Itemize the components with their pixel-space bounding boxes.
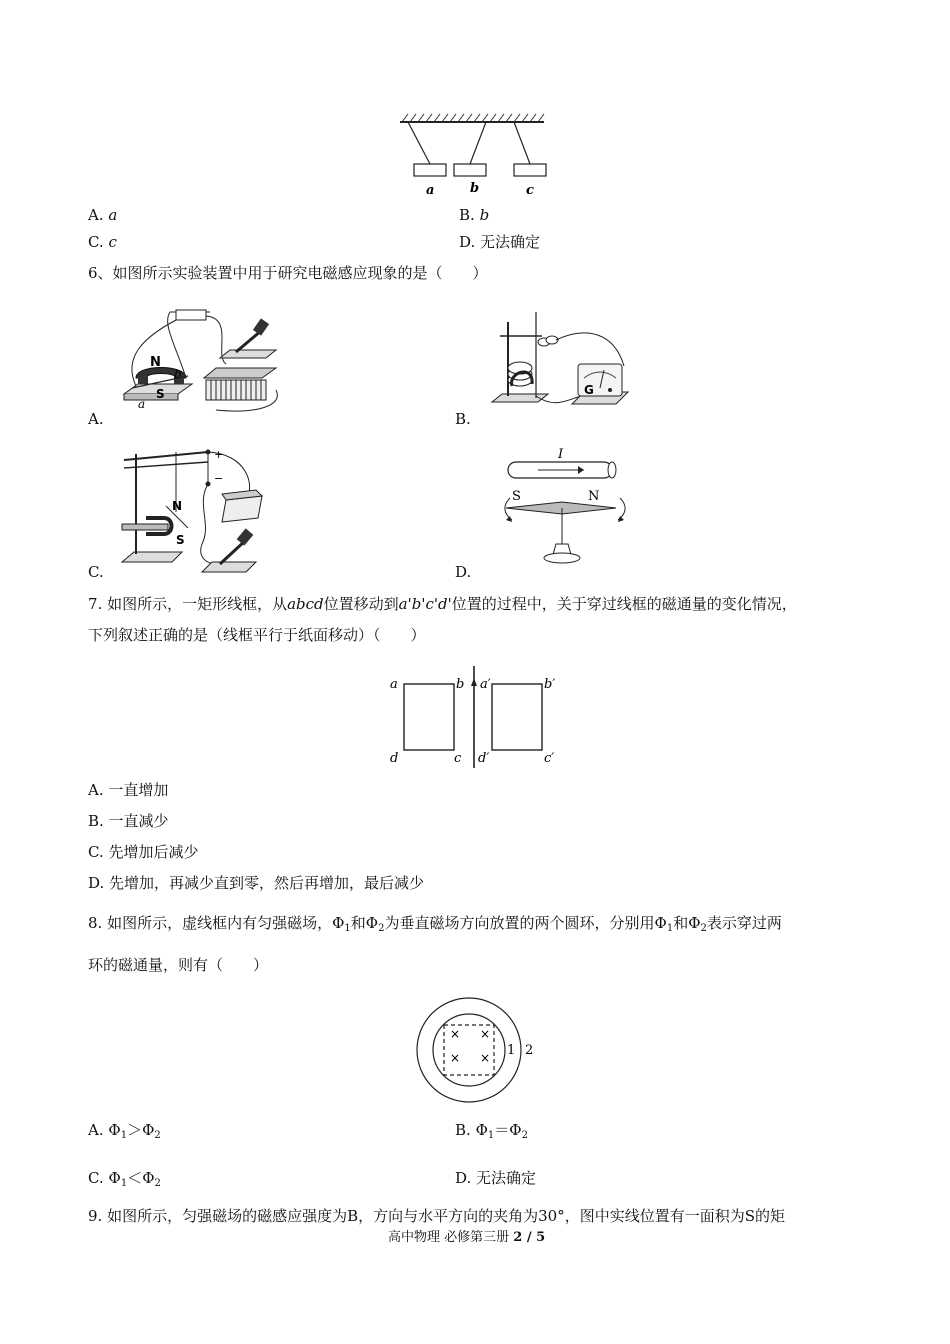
q5-option-c-text: c [108,233,117,251]
q8-sub: 1 [666,923,674,934]
q8-phi: Φ [688,914,701,932]
q7-fig-label-c-prime: c′ [544,751,555,766]
q6-a-label-s: S [156,387,165,401]
q7-option-d: D. 先增加，再减少直到零，然后再增加，最后减少 [88,874,425,892]
q8-stem-line1 [88,913,782,939]
q7-option-a: A. 一直增加 [88,781,169,799]
q8-phi: Φ [142,1169,155,1187]
q8-phi: Φ [332,914,345,932]
q6-a-label-b: b [174,367,182,381]
q8-and: 和 [350,914,366,932]
q7-stem-mid: 位置移动到 [323,595,399,613]
q8-sub: 1 [344,923,351,934]
q5-option-a-letter: A. [88,206,104,224]
q8-and: 和 [673,914,689,932]
q7-fig-label-a: a [390,677,398,692]
q8-sub: 1 [120,1130,128,1141]
q5-fig-label-c: c [526,183,534,198]
q6-figure-a [116,306,286,416]
q6-b-label-g: G [584,383,594,397]
q5-option-b-letter: B. [459,206,475,224]
q5-option-c [88,232,117,252]
q8-option-letter: C. [88,1169,104,1187]
q8-phi: Φ [475,1121,488,1139]
q8-option-b [455,1120,528,1146]
footer-page: 2 / 5 [513,1230,546,1245]
q8-phi: Φ [509,1121,522,1139]
q8-phi: Φ [365,914,379,932]
q6-option-d-letter: D. [455,563,472,581]
q6-a-label-a: a [138,397,146,411]
q8-field-x: × [450,1051,461,1065]
q7-fig-label-d: d [390,751,399,766]
q8-phi: Φ [142,1121,155,1139]
q8-rel: ＞ [127,1121,143,1139]
q7-stem-abcd: abcd [287,595,324,613]
q8-sub: 1 [120,1178,128,1189]
q8-field-x: × [480,1051,491,1065]
q8-figure [414,996,544,1104]
q5-fig-label-b: b [470,181,480,196]
q6-figure-d [498,442,638,572]
page-footer [388,1229,545,1247]
q5-option-b [459,205,489,225]
q5-fig-label-a: a [426,183,435,198]
q8-stem-line2: 环的磁通量，则有（ ） [88,956,269,974]
q8-field-x: × [480,1027,491,1041]
q6-option-b-letter: B. [455,410,471,428]
q6-c-label-plus: + [214,448,224,461]
q8-option-letter: A. [88,1121,104,1139]
q6-d-label-i: I [558,447,564,462]
q8-rel: ＜ [127,1169,143,1187]
q6-c-label-s: S [176,533,185,547]
q6-figure-c [116,444,276,580]
q5-option-a [88,205,117,225]
q6-d-label-n: N [588,489,600,504]
q8-option-d [455,1168,536,1188]
q5-option-b-text: b [479,206,490,224]
q6-option-a-letter: A. [88,410,104,428]
q6-figure-b [486,306,636,416]
q7-stem-line2: 下列叙述正确的是（线框平行于纸面移动）（ ） [88,626,426,644]
q8-phi: Φ [108,1121,121,1139]
q7-fig-label-a-prime: a′ [480,677,491,692]
q8-sub: 1 [487,1130,495,1141]
q8-option-c [88,1168,161,1194]
q8-sub: 2 [378,923,385,934]
q7-stem-line1 [88,594,797,614]
q7-figure [388,664,568,770]
q5-option-d [459,232,540,252]
q6-c-label-minus: − [214,472,224,485]
q8-sub: 2 [154,1130,161,1141]
q6-a-label-n: N [150,355,161,370]
q5-option-d-text: 无法确定 [480,233,541,251]
q8-option-d-text: 无法确定 [476,1169,537,1187]
q5-option-c-letter: C. [88,233,104,251]
q8-stem-prefix: 8. 如图所示，虚线框内有匀强磁场， [88,914,333,932]
q8-stem-suffix: 表示穿过两 [706,914,782,932]
q8-sub: 2 [700,923,707,934]
q8-option-letter: B. [455,1121,471,1139]
q7-fig-label-c: c [454,751,462,766]
q8-option-a [88,1120,161,1146]
q8-phi: Φ [108,1169,121,1187]
q6-c-label-n: N [172,499,183,513]
q8-rel: ＝ [494,1121,510,1139]
q7-stem-prime: a'b'c'd' [398,595,452,613]
q8-phi: Φ [654,914,667,932]
q7-stem-prefix: 7. 如图所示，一矩形线框，从 [88,595,288,613]
q7-fig-label-d-prime: d′ [478,751,490,766]
q7-fig-label-b: b [456,677,465,692]
q8-sub: 2 [521,1130,528,1141]
q7-option-b: B. 一直减少 [88,812,169,830]
q7-fig-label-b-prime: b′ [544,677,556,692]
q8-ring-label-2: 2 [525,1043,534,1058]
q9-stem: 9. 如图所示，匀强磁场的磁感应强度为B，方向与水平方向的夹角为30°，图中实线位置有一面积为S的矩 [88,1207,785,1225]
q8-option-letter: D. [455,1169,472,1187]
q8-field-x: × [450,1027,461,1041]
q8-sub: 2 [154,1178,161,1189]
q8-ring-label-1: 1 [507,1043,516,1058]
q6-option-c-letter: C. [88,563,104,581]
footer-text: 高中物理 必修第三册 [388,1230,510,1245]
q6-d-label-s: S [512,489,521,504]
q7-option-c: C. 先增加后减少 [88,843,199,861]
q6-stem: 6、如图所示实验装置中用于研究电磁感应现象的是（ ） [88,264,488,282]
q8-stem-mid: 为垂直磁场方向放置的两个圆环，分别用 [384,914,655,932]
q5-figure [392,112,552,200]
q5-option-d-letter: D. [459,233,476,251]
q7-stem-suffix: 位置的过程中，关于穿过线框的磁通量的变化情况， [451,595,797,613]
q5-option-a-text: a [108,206,118,224]
